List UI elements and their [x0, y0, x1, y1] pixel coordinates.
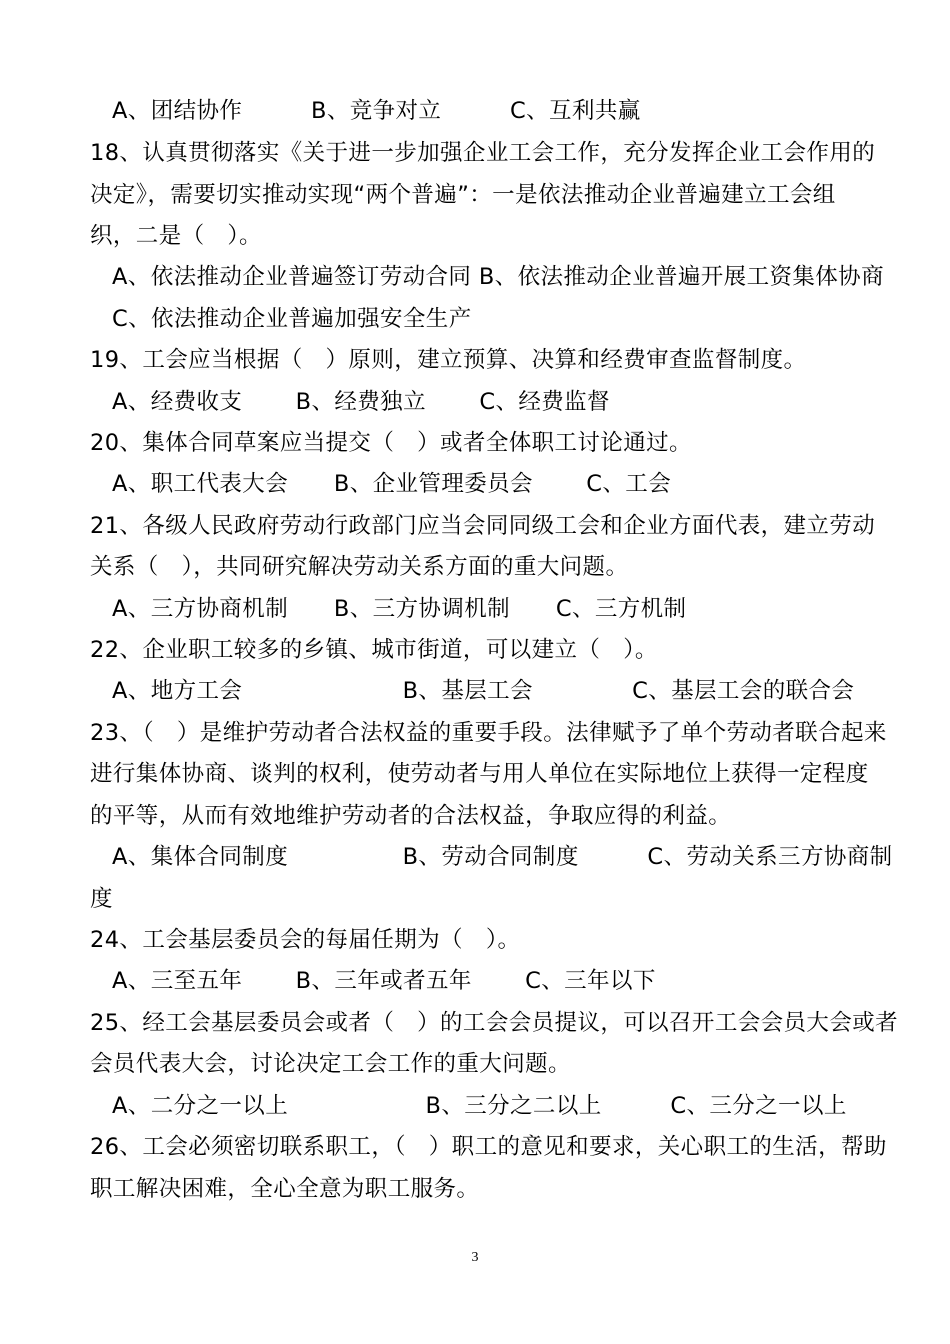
text-line: 26、工会必须密切联系职工，（ ）职工的意见和要求，关心职工的生活，帮助 [90, 1134, 887, 1160]
text-line: 23、（ ）是维护劳动者合法权益的重要手段。法律赋予了单个劳动者联合起来 [90, 720, 887, 746]
text-line: 度 [90, 886, 113, 912]
text-line: 24、工会基层委员会的每届任期为（ ）。 [90, 927, 521, 953]
text-line: 20、集体合同草案应当提交（ ）或者全体职工讨论通过。 [90, 430, 692, 456]
text-line: A、地方工会 B、基层工会 C、基层工会的联合会 [112, 678, 855, 704]
text-line: A、经费收支 B、经费独立 C、经费监督 [112, 389, 610, 415]
text-line: A、二分之一以上 B、三分之二以上 C、三分之一以上 [112, 1093, 847, 1119]
text-line: 18、认真贯彻落实《关于进一步加强企业工会工作，充分发挥企业工会作用的 [90, 140, 876, 166]
text-line: A、依法推动企业普遍签订劳动合同 B、依法推动企业普遍开展工资集体协商 [112, 264, 884, 290]
text-line: 职工解决困难，全心全意为职工服务。 [90, 1176, 480, 1202]
text-line: A、职工代表大会 B、企业管理委员会 C、工会 [112, 471, 672, 497]
text-line: 22、企业职工较多的乡镇、城市街道，可以建立（ ）。 [90, 637, 658, 663]
text-line: 25、经工会基层委员会或者（ ）的工会会员提议，可以召开工会会员大会或者 [90, 1010, 899, 1036]
text-line: A、三方协商机制 B、三方协调机制 C、三方机制 [112, 596, 687, 622]
text-line: 会员代表大会，讨论决定工会工作的重大问题。 [90, 1051, 571, 1077]
text-line: 进行集体协商、谈判的权利，使劳动者与用人单位在实际地位上获得一定程度 [90, 761, 869, 787]
text-line: 决定》，需要切实推动实现“两个普遍”：一是依法推动企业普遍建立工会组 [90, 182, 836, 208]
text-line: 19、工会应当根据（ ）原则，建立预算、决算和经费审查监督制度。 [90, 347, 807, 373]
text-line: C、依法推动企业普遍加强安全生产 [112, 306, 472, 332]
text-line: 关系（ ），共同研究解决劳动关系方面的重大问题。 [90, 554, 629, 580]
text-line: A、集体合同制度 B、劳动合同制度 C、劳动关系三方协商制 [112, 844, 893, 870]
text-line: 织，二是（ ）。 [90, 223, 262, 249]
page-number: 3 [471, 1250, 479, 1265]
text-line: 21、各级人民政府劳动行政部门应当会同同级工会和企业方面代表，建立劳动 [90, 513, 876, 539]
text-line: 的平等，从而有效地维护劳动者的合法权益，争取应得的利益。 [90, 803, 732, 829]
text-line: A、三至五年 B、三年或者五年 C、三年以下 [112, 968, 656, 994]
text-line: A、团结协作 B、竞争对立 C、互利共赢 [112, 98, 641, 124]
